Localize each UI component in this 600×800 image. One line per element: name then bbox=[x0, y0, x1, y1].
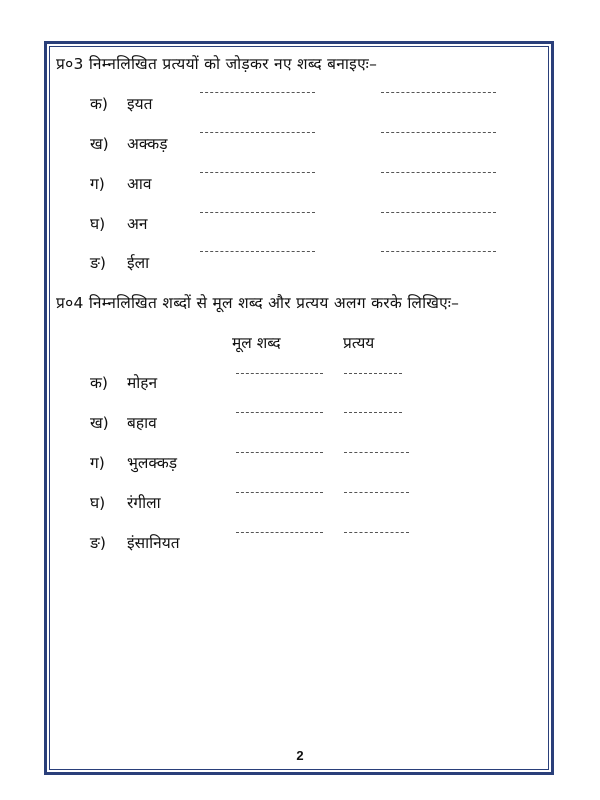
page-border-inner bbox=[49, 46, 549, 770]
q3-item-letter: ङ) bbox=[90, 254, 106, 272]
suffix-blank[interactable] bbox=[344, 412, 402, 413]
q4-item-letter: घ) bbox=[90, 494, 106, 512]
q3-item-word: अक्कड़ bbox=[127, 135, 168, 153]
q3-item-letter: घ) bbox=[90, 215, 106, 233]
page-number: 2 bbox=[296, 748, 304, 763]
root-word-blank[interactable] bbox=[236, 373, 323, 374]
q3-item-letter: क) bbox=[90, 95, 108, 113]
q3-item-letter: ग) bbox=[90, 175, 105, 193]
q4-item-word: भुलक्कड़ bbox=[127, 454, 178, 472]
q3-item-letter: ख) bbox=[90, 135, 109, 153]
q4-item-word: मोहन bbox=[127, 374, 158, 392]
root-word-blank[interactable] bbox=[236, 452, 323, 453]
q3-item-word: अन bbox=[127, 215, 148, 233]
question-3-title: प्र०3 निम्नलिखित प्रत्ययों को जोड़कर नए शब्द बनाइएः– bbox=[56, 55, 378, 73]
answer-blank[interactable] bbox=[200, 92, 315, 93]
suffix-blank[interactable] bbox=[344, 532, 409, 533]
answer-blank[interactable] bbox=[381, 251, 496, 252]
q3-item-word: ईला bbox=[127, 254, 150, 272]
answer-blank[interactable] bbox=[381, 172, 496, 173]
answer-blank[interactable] bbox=[381, 212, 496, 213]
answer-blank[interactable] bbox=[200, 172, 315, 173]
question-4-title: प्र०4 निम्नलिखित शब्दों से मूल शब्द और प्रत्यय अलग करके लिखिएः– bbox=[56, 294, 460, 312]
q4-item-letter: ग) bbox=[90, 454, 105, 472]
q3-item-word: इयत bbox=[127, 95, 153, 113]
answer-blank[interactable] bbox=[381, 92, 496, 93]
answer-blank[interactable] bbox=[200, 212, 315, 213]
suffix-blank[interactable] bbox=[344, 452, 409, 453]
root-word-blank[interactable] bbox=[236, 412, 323, 413]
suffix-blank[interactable] bbox=[344, 492, 409, 493]
q4-item-word: इंसानियत bbox=[127, 534, 180, 552]
column-header-root-word: मूल शब्द bbox=[232, 334, 281, 352]
q4-item-letter: ख) bbox=[90, 414, 109, 432]
column-header-suffix: प्रत्यय bbox=[343, 334, 375, 352]
q3-item-word: आव bbox=[127, 175, 152, 193]
q4-item-word: बहाव bbox=[127, 414, 157, 432]
answer-blank[interactable] bbox=[381, 132, 496, 133]
answer-blank[interactable] bbox=[200, 251, 315, 252]
root-word-blank[interactable] bbox=[236, 492, 323, 493]
q4-item-word: रंगीला bbox=[127, 494, 161, 512]
root-word-blank[interactable] bbox=[236, 532, 323, 533]
q4-item-letter: ङ) bbox=[90, 534, 106, 552]
q4-item-letter: क) bbox=[90, 374, 108, 392]
answer-blank[interactable] bbox=[200, 132, 315, 133]
suffix-blank[interactable] bbox=[344, 373, 402, 374]
